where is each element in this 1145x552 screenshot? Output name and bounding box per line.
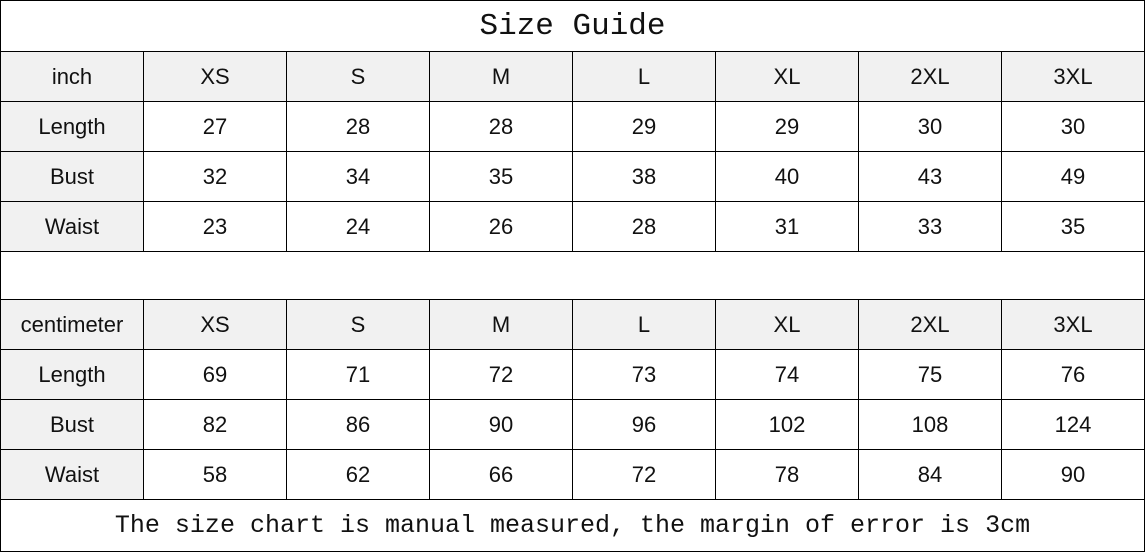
size-value: 38	[573, 152, 716, 202]
size-value: 71	[287, 350, 430, 400]
centimeter-waist-row	[1, 450, 1145, 500]
size-value: 76	[1002, 350, 1145, 400]
size-value: 27	[144, 102, 287, 152]
footer-note: The size chart is manual measured, the margin of error is 3cm	[1, 500, 1145, 552]
inch-bust-row	[1, 152, 1145, 202]
size-value: 23	[144, 202, 287, 252]
size-header-l: L	[573, 52, 716, 102]
size-header-2xl: 2XL	[859, 300, 1002, 350]
size-value: 29	[573, 102, 716, 152]
row-label-length: Length	[1, 102, 144, 152]
size-value: 31	[716, 202, 859, 252]
unit-label-inch: inch	[1, 52, 144, 102]
size-value: 96	[573, 400, 716, 450]
size-value: 66	[430, 450, 573, 500]
centimeter-header-row	[1, 300, 1145, 350]
size-value: 124	[1002, 400, 1145, 450]
size-value: 84	[859, 450, 1002, 500]
size-value: 82	[144, 400, 287, 450]
size-header-s: S	[287, 52, 430, 102]
size-value: 73	[573, 350, 716, 400]
size-value: 28	[573, 202, 716, 252]
size-value: 72	[573, 450, 716, 500]
size-value: 30	[859, 102, 1002, 152]
size-header-xl: XL	[716, 52, 859, 102]
size-value: 26	[430, 202, 573, 252]
size-value: 49	[1002, 152, 1145, 202]
size-value: 32	[144, 152, 287, 202]
size-header-3xl: 3XL	[1002, 52, 1145, 102]
size-value: 30	[1002, 102, 1145, 152]
size-value: 69	[144, 350, 287, 400]
size-header-m: M	[430, 300, 573, 350]
size-value: 35	[430, 152, 573, 202]
row-label-bust: Bust	[1, 152, 144, 202]
spacer-row	[1, 252, 1145, 300]
size-value: 24	[287, 202, 430, 252]
size-value: 35	[1002, 202, 1145, 252]
size-header-xs: XS	[144, 300, 287, 350]
inch-length-row	[1, 102, 1145, 152]
centimeter-bust-row	[1, 400, 1145, 450]
row-label-waist: Waist	[1, 450, 144, 500]
size-value: 102	[716, 400, 859, 450]
row-label-bust: Bust	[1, 400, 144, 450]
size-value: 74	[716, 350, 859, 400]
size-value: 28	[287, 102, 430, 152]
size-header-xs: XS	[144, 52, 287, 102]
size-value: 29	[716, 102, 859, 152]
size-value: 86	[287, 400, 430, 450]
size-header-s: S	[287, 300, 430, 350]
inch-header-row	[1, 52, 1145, 102]
size-header-l: L	[573, 300, 716, 350]
size-value: 34	[287, 152, 430, 202]
size-value: 58	[144, 450, 287, 500]
size-value: 78	[716, 450, 859, 500]
size-value: 90	[1002, 450, 1145, 500]
inch-waist-row	[1, 202, 1145, 252]
row-label-waist: Waist	[1, 202, 144, 252]
size-value: 75	[859, 350, 1002, 400]
size-header-m: M	[430, 52, 573, 102]
unit-label-centimeter: centimeter	[1, 300, 144, 350]
page-title: Size Guide	[1, 1, 1145, 52]
size-value: 90	[430, 400, 573, 450]
size-value: 62	[287, 450, 430, 500]
size-value: 33	[859, 202, 1002, 252]
size-value: 108	[859, 400, 1002, 450]
size-value: 28	[430, 102, 573, 152]
size-header-xl: XL	[716, 300, 859, 350]
centimeter-length-row	[1, 350, 1145, 400]
size-value: 40	[716, 152, 859, 202]
size-header-2xl: 2XL	[859, 52, 1002, 102]
size-header-3xl: 3XL	[1002, 300, 1145, 350]
size-value: 72	[430, 350, 573, 400]
row-label-length: Length	[1, 350, 144, 400]
size-value: 43	[859, 152, 1002, 202]
